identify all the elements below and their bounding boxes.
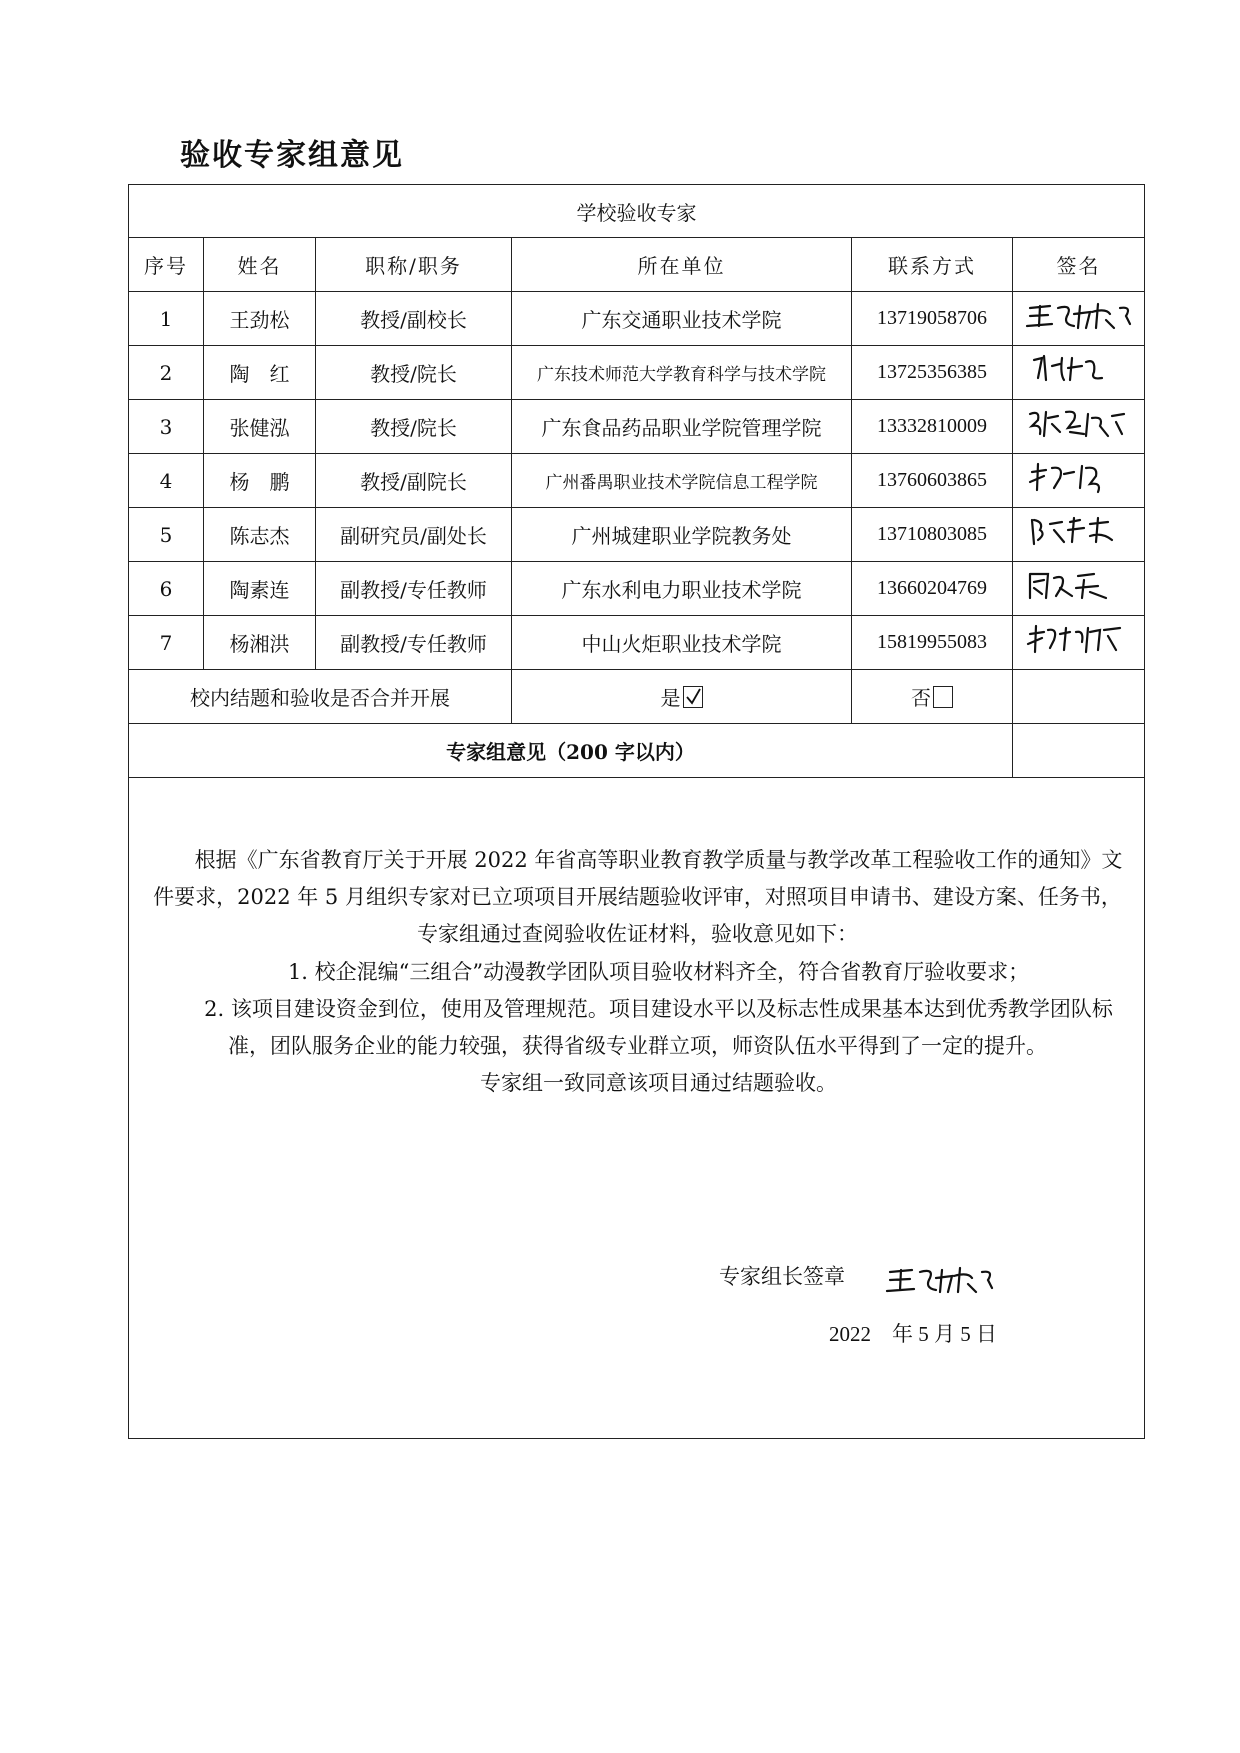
row-unit: 广东技术师范大学教育科学与技术学院 xyxy=(512,346,852,400)
handwritten-signature-image xyxy=(1024,620,1134,660)
row-phone: 13719058706 xyxy=(852,292,1013,346)
col-header-signature: 签名 xyxy=(1013,238,1145,292)
row-title: 教授/副院长 xyxy=(316,454,512,508)
row-name: 王劲松 xyxy=(204,292,316,346)
leader-label: 专家组长签章 xyxy=(719,1264,845,1289)
empty-cell xyxy=(1013,670,1145,724)
opinion-header: 专家组意见（200 字以内） xyxy=(129,724,1013,778)
row-phone: 13725356385 xyxy=(852,346,1013,400)
col-header-title: 职称/职务 xyxy=(316,238,512,292)
opinion-paragraph-2: 1. 校企混编“三组合”动漫教学团队项目验收材料齐全，符合省教育厅验收要求； xyxy=(287,960,1030,984)
empty-cell xyxy=(1013,724,1145,778)
row-unit: 中山火炬职业技术学院 xyxy=(512,616,852,670)
row-no: 7 xyxy=(129,616,204,670)
no-label: 否 xyxy=(911,686,931,710)
handwritten-signature-image xyxy=(1024,404,1134,444)
col-header-phone: 联系方式 xyxy=(852,238,1013,292)
row-signature xyxy=(1013,454,1145,508)
checked-box-icon xyxy=(683,686,703,708)
row-title: 教授/院长 xyxy=(316,346,512,400)
col-header-unit: 所在单位 xyxy=(512,238,852,292)
yes-label: 是 xyxy=(660,686,681,710)
leader-signature-image xyxy=(882,1258,1002,1298)
row-name: 杨 鹏 xyxy=(204,454,316,508)
section-title: 学校验收专家 xyxy=(129,185,1145,238)
row-no: 2 xyxy=(129,346,204,400)
row-no: 3 xyxy=(129,400,204,454)
opinion-paragraph-3: 2. 该项目建设资金到位，使用及管理规范。项目建设水平以及标志性成果基本达到优秀教学团队标准，团队服务企业的能力较强，获得省级专业群立项，师资队伍水平得到了一定的提升。 xyxy=(204,997,1113,1058)
row-name: 陶 红 xyxy=(204,346,316,400)
row-name: 陈志杰 xyxy=(204,508,316,562)
row-signature xyxy=(1013,616,1145,670)
opinion-paragraph-4: 专家组一致同意该项目通过结题验收。 xyxy=(480,1071,838,1095)
leader-signature-line xyxy=(719,1258,1002,1298)
table-row xyxy=(129,508,1145,562)
handwritten-signature-image xyxy=(1024,566,1134,606)
table-row xyxy=(129,616,1145,670)
page-title: 验收专家组意见 xyxy=(180,138,404,173)
empty-box-icon xyxy=(933,686,953,708)
row-title: 教授/副校长 xyxy=(316,292,512,346)
handwritten-signature-image xyxy=(1024,512,1134,552)
no-option xyxy=(852,670,1013,724)
row-title: 副研究员/副处长 xyxy=(316,508,512,562)
table-row xyxy=(129,454,1145,508)
row-title: 副教授/专任教师 xyxy=(316,562,512,616)
row-name: 陶素连 xyxy=(204,562,316,616)
table-row xyxy=(129,400,1145,454)
sign-date: 2022 年 5 月 5 日 xyxy=(829,1322,997,1346)
table-row xyxy=(129,292,1145,346)
opinion-body xyxy=(129,778,1145,1439)
row-unit: 广东水利电力职业技术学院 xyxy=(512,562,852,616)
row-phone: 15819955083 xyxy=(852,616,1013,670)
row-phone: 13332810009 xyxy=(852,400,1013,454)
handwritten-signature-image xyxy=(1024,350,1134,390)
row-no: 4 xyxy=(129,454,204,508)
row-unit: 广东食品药品职业学院管理学院 xyxy=(512,400,852,454)
handwritten-signature-image xyxy=(1024,296,1134,336)
row-unit: 广州番禺职业技术学院信息工程学院 xyxy=(512,454,852,508)
table-row xyxy=(129,562,1145,616)
row-phone: 13760603865 xyxy=(852,454,1013,508)
row-title: 副教授/专任教师 xyxy=(316,616,512,670)
row-no: 5 xyxy=(129,508,204,562)
handwritten-signature-image xyxy=(1024,458,1134,498)
row-signature xyxy=(1013,292,1145,346)
row-signature xyxy=(1013,346,1145,400)
row-name: 张健泓 xyxy=(204,400,316,454)
row-signature xyxy=(1013,508,1145,562)
table-row xyxy=(129,346,1145,400)
row-unit: 广州城建职业学院教务处 xyxy=(512,508,852,562)
row-no: 1 xyxy=(129,292,204,346)
row-phone: 13660204769 xyxy=(852,562,1013,616)
row-phone: 13710803085 xyxy=(852,508,1013,562)
opinion-paragraph-1: 根据《广东省教育厅关于开展 2022 年省高等职业教育教学质量与教学改革工程验收工作的通知》文件要求，2022 年 5 月组织专家对已立项项目开展结题验收评审，对照项目申请书、建设方案、任务书，专家组通过查阅验收佐证材料，验收意见如下： xyxy=(153,848,1123,946)
row-unit: 广东交通职业技术学院 xyxy=(512,292,852,346)
row-name: 杨湘洪 xyxy=(204,616,316,670)
row-title: 教授/院长 xyxy=(316,400,512,454)
row-no: 6 xyxy=(129,562,204,616)
col-header-name: 姓名 xyxy=(204,238,316,292)
row-signature xyxy=(1013,562,1145,616)
col-header-no: 序号 xyxy=(129,238,204,292)
yes-option xyxy=(512,670,852,724)
row-signature xyxy=(1013,400,1145,454)
expert-table xyxy=(128,184,1145,1439)
merge-question: 校内结题和验收是否合并开展 xyxy=(129,670,512,724)
